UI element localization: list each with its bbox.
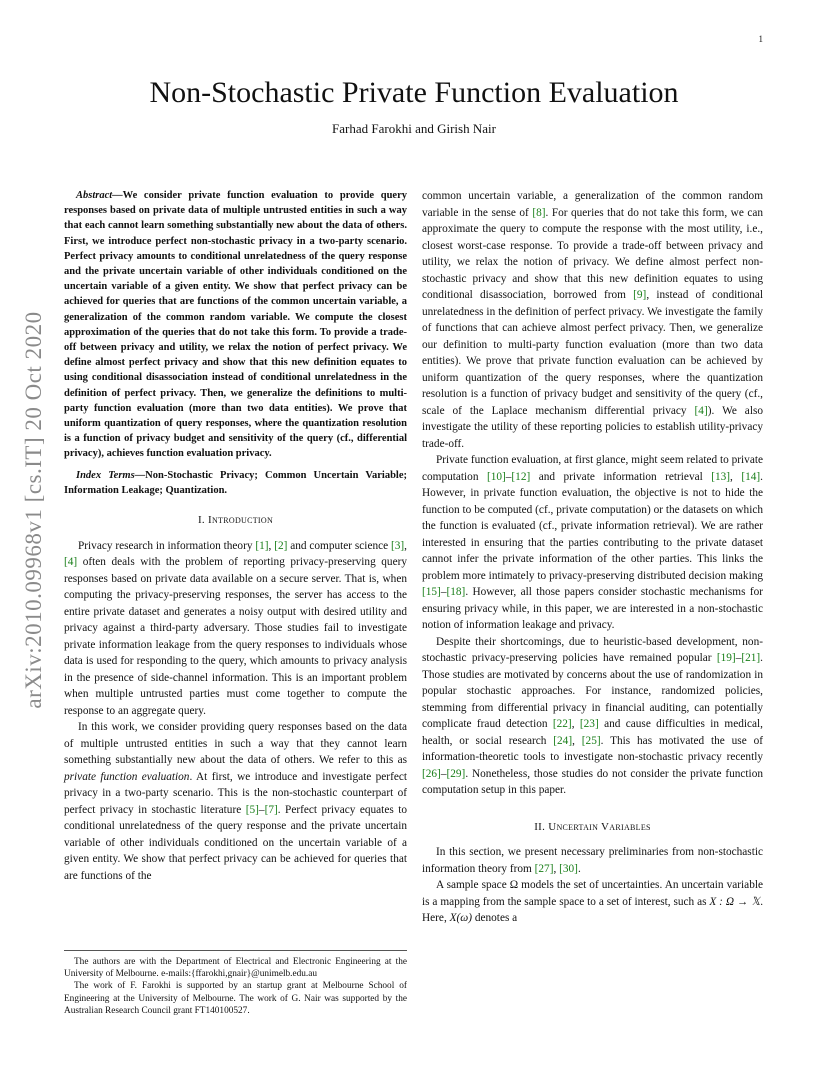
citation-link[interactable]: [13] [711, 470, 731, 483]
citation-link[interactable]: [15] [422, 586, 441, 598]
citation-link[interactable]: [22] [552, 718, 572, 730]
text-run: , [268, 539, 275, 552]
abstract-text: —We consider private function evaluation to provide query responses based on private data of multiple untrusted entities in such a way that each cannot learn something substantially new about the data of others. First, we introduce perfect non-stochastic privacy in a two-party scenario. Perfect privacy amounts to conditional unrelatedness of the query response and the private uncertain variable of other individuals conditioned on the uncertain variable of a given entity. We show that perfect privacy can be achieved for queries that are functions of the common uncertain variable, a generalization of the common random variable. We compute the closest approximation of the queries that do not take this form. To provide a trade-off between privacy and utility, we relax the notion of perfect privacy. We define almost perfect privacy and show that this new definition equates to using conditional disassociation instead of conditional unrelatedness in the definition of perfect privacy. Then, we generalize the definitions to multi-party function evaluation (more than two data entities). We prove that uniform quantization of query responses, where the quantization resolution is a function of privacy budget and sensitivity of the query (cf., differential privacy), achieves function evaluation privacy. [64, 190, 407, 460]
citation-link[interactable]: [3] [390, 539, 405, 552]
section-title: Uncertain Variables [548, 820, 651, 833]
citation-link[interactable]: [7] [264, 803, 278, 816]
text-run: – [735, 652, 742, 664]
citation-link[interactable]: [19] [716, 652, 736, 664]
text-run: Private function evaluation, at first glance, might seem related to private computation [422, 454, 763, 483]
text-run: . At first, we introduce and investigate perfect privacy in a two-party scenario. This is the non-stochastic counterpart of perfect privacy in stochastic literature [64, 770, 407, 816]
text-run: , [553, 862, 560, 875]
text-run: In this section, we present necessary preliminaries from non-stochastic information theory from [422, 846, 763, 875]
math-expression: X : Ω → 𝕏 [709, 895, 761, 908]
citation-link[interactable]: [2] [274, 539, 288, 552]
paragraph [422, 844, 763, 877]
citation-link[interactable]: [25] [581, 734, 601, 747]
section-number: I. [197, 514, 209, 527]
citation-link[interactable]: [4] [694, 404, 708, 417]
citation-link[interactable]: [5] [245, 803, 259, 816]
text-run: – [505, 470, 512, 483]
section-heading-introduction [64, 512, 407, 529]
left-column [64, 188, 407, 884]
citation-link[interactable]: [24] [553, 734, 573, 747]
text-run: ). We also investigate the utility of these reporting policies to establish utility-privacy trade-off. [422, 404, 764, 450]
text-run: – [258, 803, 265, 816]
citation-link[interactable]: [12] [511, 470, 531, 483]
paragraph [64, 538, 407, 720]
right-column [422, 188, 763, 927]
text-run: A sample space Ω models the set of uncertainties. An uncertain variable is a mapping from the sample space to a set of interest, such as [422, 879, 763, 908]
text-run: Privacy research in information theory [78, 539, 256, 552]
index-terms-text: —Non-Stochastic Privacy; Common Uncertain Variable; Information Leakage; Quantization. [64, 469, 407, 496]
text-run: , [572, 734, 582, 747]
section-heading-uncertain-variables [422, 819, 763, 836]
citation-link[interactable]: [30] [559, 862, 578, 875]
paper-authors: Farhad Farokhi and Girish Nair [332, 121, 496, 136]
paragraph [422, 634, 763, 799]
citation-link[interactable]: [23] [579, 718, 599, 730]
text-run: – [440, 767, 447, 780]
paragraph [422, 452, 763, 634]
paragraph [422, 188, 763, 452]
footnote: The work of F. Farokhi is supported by an startup grant at Melbourne School of Engineering at the University of Melbourne. The work of G. Nair was supported by the Australian Research Council grant FT140100527. [64, 981, 407, 1016]
text-run: and private information retrieval [530, 470, 712, 483]
text-run: and computer science [287, 539, 391, 552]
citation-link[interactable]: [18] [446, 586, 466, 598]
emphasis: private function evaluation [64, 770, 190, 783]
intro-body-left [64, 538, 407, 885]
text-run: denotes a [472, 912, 518, 924]
abstract [64, 188, 407, 462]
paragraph [64, 719, 407, 884]
footnote: The authors are with the Department of Electrical and Electronic Engineering at the University of Melbourne. e-mails:{ffarokhi,gnair}@unimelb.edu.au [64, 957, 407, 980]
text-run: In this work, we consider providing query responses based on the data of multiple untrusted entities in such a way that they cannot learn something substantially new about the data of others. We refer to this as [64, 721, 407, 767]
math-expression: X(ω) [449, 912, 473, 924]
citation-link[interactable]: [27] [534, 862, 554, 875]
citation-link[interactable]: [4] [64, 556, 78, 569]
text-run: . This has motivated the use of information-theoretic tools to investigate non-stochastic privacy recently [422, 734, 763, 763]
text-run: , [404, 539, 407, 552]
citation-link[interactable]: [29] [446, 767, 466, 780]
citation-link[interactable]: [10] [486, 470, 506, 483]
text-run: . For queries that do not take this form, we can approximate the query to compute the response with the most utility, i.e., closest worst-case response. To provide a trade-off between privacy and utility, we relax the notion of privacy. We define almost perfect non-stochastic privacy and show that this new definition equates to using conditional disassociation, borrowed from [422, 206, 764, 301]
footnotes [64, 950, 407, 1017]
text-run: . Perfect privacy equates to conditional unrelatedness of the query response and the private uncertain variable of other individuals conditioned on the uncertain variable of a given entity. We show that perfect privacy can be achieved for queries that are functions of the [64, 803, 407, 882]
paper-title: Non-Stochastic Private Function Evaluation [149, 76, 679, 109]
text-run: . Those studies are motivated by concerns about the use of randomization in popular stochastic approaches. For instance, randomized policies, stemming from differential privacy in financial auditing, can potentially complicate fraud detection [422, 652, 763, 730]
citation-link[interactable]: [9] [633, 289, 647, 301]
index-terms [64, 468, 407, 498]
text-run: , instead of conditional unrelatedness in the definition of perfect privacy. We investigate the family of functions that can achieve almost perfect privacy. Then, we generalize our definition to multi-party function evaluation (more than two data entities). We prove that private function evaluation can be achieved by uniform quantization of the query responses, where the quantization resolution is a function of privacy budget and sensitivity of the query (cf., scale of the Laplace mechanism differential privacy [422, 289, 764, 417]
intro-body-right [422, 188, 763, 799]
text-run: . Here, [422, 895, 764, 924]
citation-link[interactable]: [14] [741, 470, 761, 483]
arxiv-stamp-text: arXiv:2010.09968v1 [cs.IT] 20 Oct 2020 [21, 311, 46, 709]
page-number: 1 [758, 34, 763, 44]
citation-link[interactable]: [26] [422, 767, 441, 780]
text-run: . However, all those papers consider stochastic mechanisms for ensuring privacy while, in this paper, we are interested in a non-stochastic notion of information leakage and privacy. [422, 586, 763, 631]
text-run: , [571, 718, 580, 730]
section2-body [422, 844, 763, 927]
text-run: common uncertain variable, a generalization of the common random variable in the sense of [422, 190, 763, 219]
arxiv-stamp [14, 270, 54, 750]
section-title: Introduction [208, 514, 274, 527]
citation-link[interactable]: [21] [741, 652, 761, 664]
text-run: . However, in private function evaluation, the objective is not to hide the function to be computed (cf., private computation) or the datasets on which the function is evaluated (cf., private information retrieval). We are rather interested in ensuring that the parties contributing to the private dataset cannot infer the private information of the other parties. This links the problem more intimately to privacy-preserving distributed decision making [422, 470, 763, 582]
section-number: II. [534, 820, 549, 833]
abstract-label: Abstract [76, 190, 113, 201]
citation-link[interactable]: [1] [255, 539, 269, 552]
text-run: Despite their shortcomings, due to heuristic-based development, non-stochastic privacy-preserving policies have remained popular [422, 635, 763, 664]
text-run: . Nonetheless, those studies do not consider the private function computation setup in this paper. [422, 767, 763, 796]
index-terms-label: Index Terms [76, 469, 135, 481]
text-run: , [730, 470, 742, 483]
text-run: and cause difficulties in medical, health, or social research [422, 718, 763, 747]
text-run: . [577, 862, 581, 875]
text-run: often deals with the problem of reporting privacy-preserving query responses based on private data available on a secure server. That is, when computing the privacy-preserving responses, the server has access to the entire private dataset and generates a noisy output with desired utility and privacy against a third-party adversary. Those studies fail to investigate private information leakage from the query responses to individuals whose data is used for responding to the query, which amounts to privacy analysis in the presence of side-channel information. This is an important problem when multiple untrusted parties must come together to compute the response to an aggregate query. [64, 556, 407, 717]
text-run: – [440, 586, 447, 598]
paragraph [422, 877, 763, 927]
citation-link[interactable]: [8] [532, 206, 546, 219]
